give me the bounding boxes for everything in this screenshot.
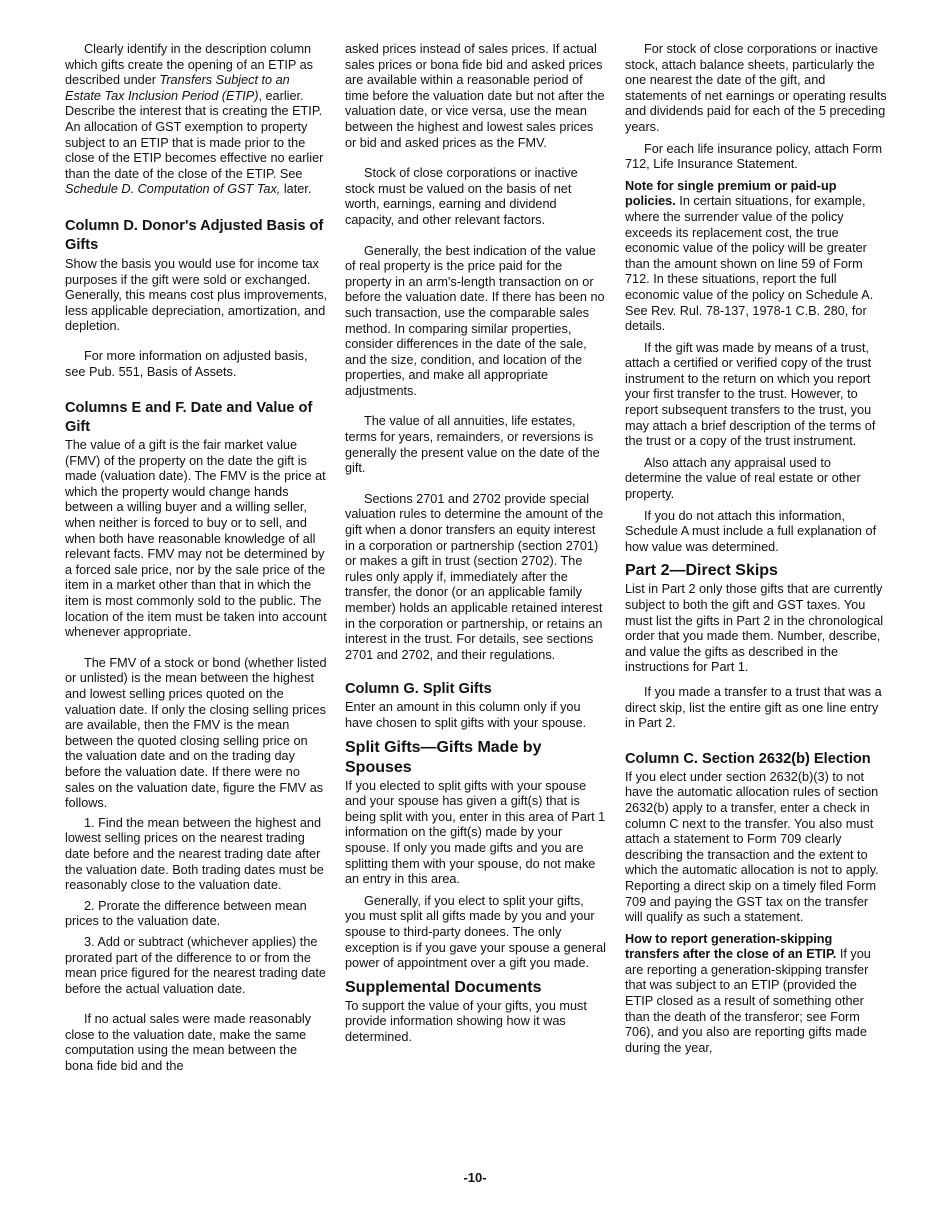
page-number: -10- — [463, 1170, 487, 1185]
paragraph-elected-split: If you elected to split gifts with your spouse and your spouse has given a gift(s) that is being split with you, enter in this area of Part 1 information on the gift(s) made by your spouse. If only you made gifts and you are splitting them with your spouse, do not make an entry in this area. — [345, 778, 606, 887]
column-3 — [625, 42, 887, 1056]
paragraph-report-after-etip: How to report generation-skipping transfers after the close of an ETIP. If you are reporting a generation-skipping transfer that was subject to an ETIP (provided the ETIP closed as a result of something other than the death of the transferor; see Form 706), and you also are reporting gifts made during the year, — [625, 931, 871, 1055]
paragraph-real-property: Generally, the best indication of the value of real property is the price paid for the property in an arm's-length transaction on or before the valuation date. If there has been no such transaction, use the comparable sales method. In comparing similar properties, consider differences in the date of the sale, and the size, condition, and location of the properties, and make all appropriate adjustments. — [345, 243, 605, 398]
paragraph-close-corporations: Stock of close corporations or inactive stock must be valued on the basis of net worth, earnings, earning and dividend capacity, and other relevant factors. — [345, 166, 578, 227]
step-1: 1. Find the mean between the highest and lowest selling prices on the nearest trading date before and the nearest trading date after the valuation date. Both trading dates must be reasonably close to the valuation date. — [65, 815, 324, 893]
paragraph-list-part-2: List in Part 2 only those gifts that are currently subject to both the gift and GST taxes. You must list the gifts in Part 2 in the chronological order that you made them. Number, describe, and value the gifts as described in the instructions for Part 1. — [625, 582, 884, 675]
heading-columns-e-f: Columns E and F. Date and Value of Gift — [65, 400, 313, 436]
paragraph-single-premium-note: Note for single premium or paid-up policies. In certain situations, for example, where the surrender value of the policy exceeds its replacement cost, the true economic value of the policy will be greater than the amount shown on line 59 of Form 712. In these situations, report the full economic value of the policy on Schedule A. See Rev. Rul. 78-137, 1978-1 C.B. 280, for details. — [625, 178, 874, 334]
step-3: 3. Add or subtract (whichever applies) the prorated part of the difference to or from the mean price figured for the nearest trading date before the actual valuation date. — [65, 934, 326, 996]
step-2: 2. Prorate the difference between mean prices to the valuation date. — [65, 898, 307, 929]
paragraph-balance-sheets: For stock of close corporations or inactive stock, attach balance sheets, particularly the one nearest the date of the gift, and statements of net earnings or operating results and dividends paid for each of the 5 preceding years. — [625, 42, 887, 134]
paragraph-sections-2701-2702: Sections 2701 and 2702 provide special valuation rules to determine the amount of the gift when a donor transfers an equity interest in a corporation or partnership (section 2701) or makes a gift in trust (section 2702). The rules only apply if, immediately after the transfer, the donor (or an applicable family member) holds an applicable retained interest in the corporation or partnership, or retains an interest in the trust. For details, see sections 2701 and 2702, and their regulations. — [345, 491, 604, 662]
paragraph-asked-prices: asked prices instead of sales prices. If actual sales prices or bona fide bid and asked prices are available within a reasonable period of time before the valuation date but not after the valuation date, or vice versa, use the mean between the highest and lowest sales prices or bid and asked prices as the FMV. — [345, 42, 605, 150]
paragraph-stock-bond: The FMV of a stock or bond (whether listed or unlisted) is the mean between the highest and lowest selling prices quoted on the valuation date. If only the closing selling prices are available, then the FMV is the mean between the quoted closing selling price on the valuation date and on the trading day before the valuation date. If there were no sales on the valuation date, figure the FMV as follows. — [65, 655, 327, 811]
paragraph-basis: Show the basis you would use for income tax purposes if the gift were sold or exchanged. Generally, this means cost plus improvements, less applicable depreciation, amortization, and depletion. — [65, 256, 328, 334]
paragraph-annuities: The value of all annuities, life estates, terms for years, remainders, or reversions is generally the present value on the date of the gift. — [345, 414, 600, 476]
column-1 — [65, 42, 328, 1075]
paragraph-appraisal: Also attach any appraisal used to determine the value of real estate or other property. — [625, 455, 861, 502]
paragraph-no-sales: If no actual sales were made reasonably close to the valuation date, make the same computation using the mean between the bona fide bid and the — [65, 1012, 312, 1074]
paragraph-support-value: To support the value of your gifts, you must provide information showing how it was determined. — [345, 998, 587, 1044]
heading-part-2-direct-skips: Part 2—Direct Skips — [625, 562, 778, 580]
heading-split-gifts-spouses: Split Gifts—Gifts Made by Spouses — [345, 738, 542, 776]
paragraph-split-gifts: Enter an amount in this column only if you have chosen to split gifts with your spouse. — [345, 700, 587, 730]
paragraph-no-attach: If you do not attach this information, Schedule A must include a full explanation of how value was determined. — [625, 508, 877, 554]
paragraph-split-all-gifts: Generally, if you elect to split your gifts, you must split all gifts made by you and your spouse to third-party donees. The only exception is if you gave your spouse a general power of appointment over a gift you made. — [345, 893, 606, 971]
paragraph-trust-direct-skip: If you made a transfer to a trust that was a direct skip, list the entire gift as one line entry in Part 2. — [625, 684, 882, 731]
paragraph-etip-description: Clearly identify in the description column which gifts create the opening of an ETIP as described under Transfers Subject to an Estate Tax Inclusion Period (ETIP), earlier. Describe the interest that is creating the ETIP. An allocation of GST exemption to property subject to an ETIP that is made prior to the close of the ETIP becomes effective no earlier than the date of the close of the ETIP. See Schedule D. Computation of GST Tax, later. — [65, 42, 324, 197]
column-2 — [345, 42, 607, 1045]
heading-column-g: Column G. Split Gifts — [345, 681, 492, 698]
paragraph-life-insurance: For each life insurance policy, attach Form 712, Life Insurance Statement. — [625, 141, 883, 172]
paragraph-section-2632b: If you elect under section 2632(b)(3) to not have the automatic allocation rules of section 2632(b) apply to a transfer, enter a check in column C next to the transfer. You also must attach a statement to Form 709 clearly describing the transaction and the extent to which the automatic allocation is not to apply. Reporting a direct skip on a timely filed Form 709 and paying the GST tax on the transfer will qualify as such a statement. — [625, 769, 879, 925]
paragraph-adjusted-basis: For more information on adjusted basis, see Pub. 551, Basis of Assets. — [65, 348, 308, 379]
heading-column-c: Column C. Section 2632(b) Election — [625, 750, 871, 767]
paragraph-trust: If the gift was made by means of a trust, attach a certified or verified copy of the trust instrument to the return on which you report your first transfer to the trust. However, to report subsequent transfers to the trust, you may attach a brief description of the terms of the trust or a copy of the trust instrument. — [625, 340, 876, 449]
paragraph-fmv: The value of a gift is the fair market value (FMV) of the property on the date the gift is made (valuation date). The FMV is the price at which the property would change hands between a willing buyer and a willing seller, when neither is forced to buy or to sell, and when both have reasonable knowledge of all relevant facts. FMV may not be determined by a forced sale price, nor by the sale price of the item in a market other than that in which the item is most commonly sold to the public. The location of the item must be taken into account whenever appropriate. — [65, 438, 327, 640]
heading-column-d: Column D. Donor's Adjusted Basis of Gifts — [65, 217, 324, 253]
heading-supplemental-documents: Supplemental Documents — [345, 978, 542, 996]
